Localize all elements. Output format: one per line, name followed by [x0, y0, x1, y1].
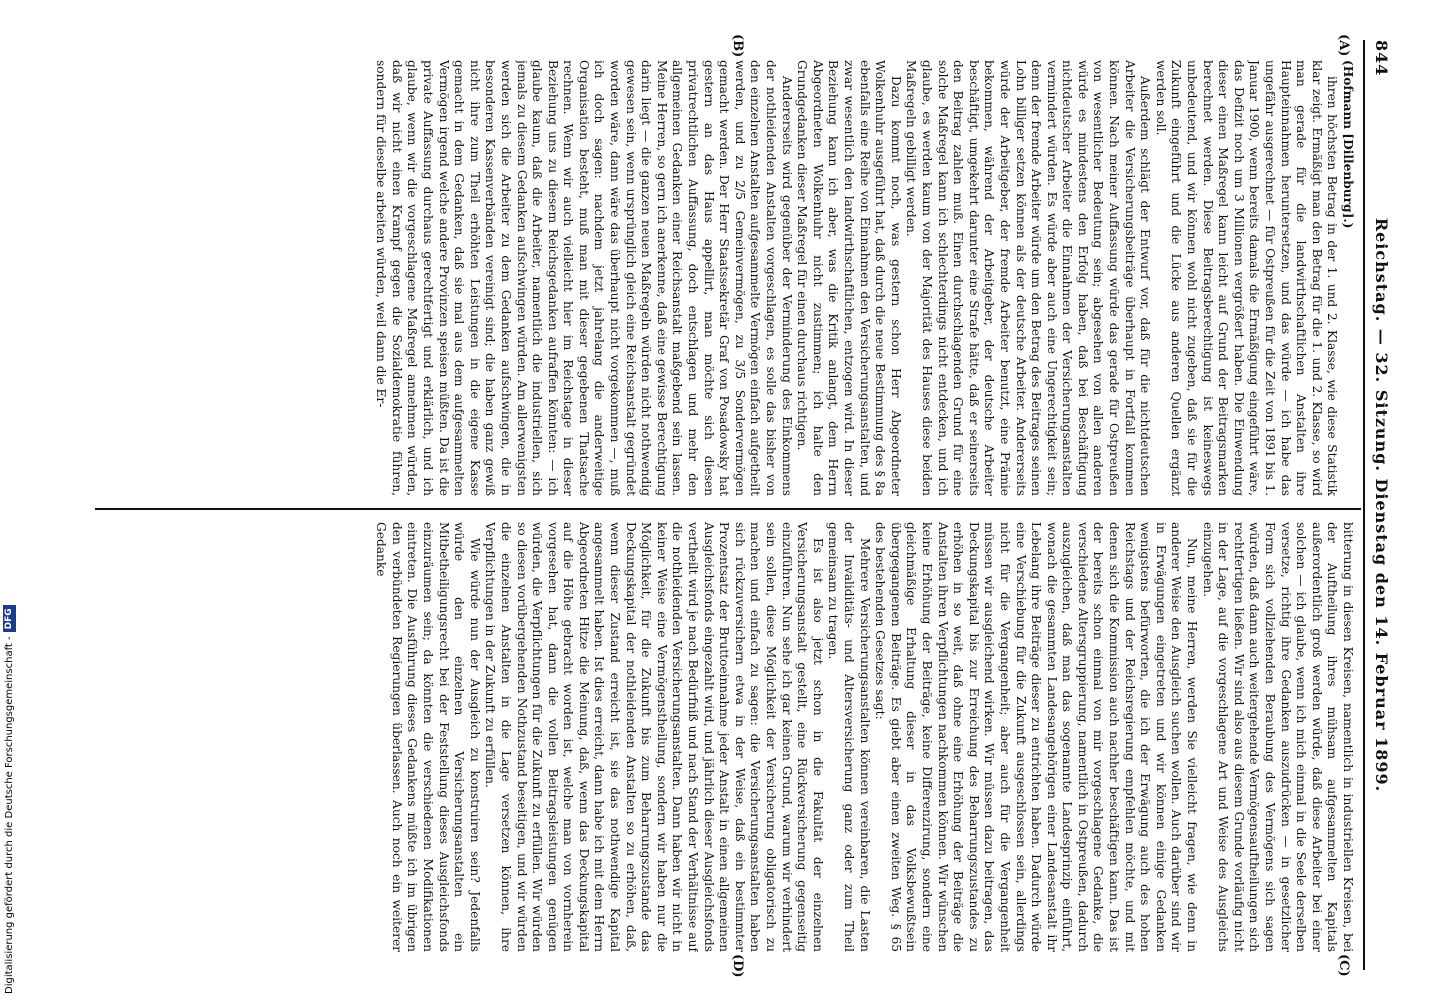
quotation: Mehrere Versicherungsanstalten können vereinbaren, die Lasten der Invaliditäts- und Altersversicherung ganz oder zum Theil gemeinsam zu tragen.: [826, 522, 872, 952]
margin-marker-c: (C): [1336, 954, 1351, 977]
paragraph: Nun, meine Herren, werden Sie vielleicht fragen, wie denn in anderer Weise den Ausgleich suchen wollen. Auch darüber sind wir in Erwägungen eingetreten und wir können einige Gedanken wenigstens befürworten, die ich der Erwägung auch des hohen Reichstags und der Reichsregierung empfehlen möchte, und mit denen sich die Kommission auch nachher beschäftigen kann. Das ist der bereits schon einmal von mir vorgeschlagene Gedanke, die verschiedene Altersgruppierung, namentlich in Ostpreußen, dadurch auszugleichen, daß man das sogenannte Landesprinzip einführt, wonach die gesammten Landesangehörigen einer Landesanstalt ihr Lebelang ihre Beiträge dieser zu entrichten haben. Dadurch würde eine Verschiebung für die Zukunft ausgeschlossen sein, allerdings nicht für die Vergangenheit; aber auch für die Vergangenheit müssen wir ausgleichend wirken. Wir müssen dazu beitragen, das Deckungskapital bis zur Erreichung des Beharrungszustandes zu erhöhen in so weit, daß ohne eine Erhöhung der Beiträge die Anstalten ihren Verpflichtungen nachkommen können. Wir wünschen keine Erhöhung der Beiträge, keine Differenzirung, sondern eine gleichmäßige Erhaltung dieser in das Volksbewußtsein übergegangenen Beiträge. Es giebt aber einen zweiten Weg. § 65 des bestehenden Gesetzes sagt:: [873, 522, 1200, 952]
margin-marker-a: (A): [1336, 34, 1351, 57]
left-column: [95, 60, 1355, 496]
page-header: [1369, 40, 1395, 970]
paragraph: Dazu kommt noch, was gestern schon Herr Abgeordneter Wolkenhuhr ausgeführt hat, daß durch die neue Bestimmung des § 8a ebenfalls eine Reihe von Einnahmen den Versicherungsanstalten, und zwar wesentlich den landwirthschaftlichen, entzogen wird. In dieser Beziehung kann ich aber, was die Kritik anlangt, dem Herrn Abgeordneten Wolkenhuhr nicht zustimmen; ich halte den Grundgedanken dieser Maßregel für einen durchaus richtigen.: [795, 60, 903, 496]
paragraph: Wie würde nun der Ausgleich zu konstruiren sein? Jedenfalls würde den einzelnen Versicherungsanstalten ein Mitbetheiligungsrecht bei der Feststellung dieses Ausgleichsfonds einzuräumen sein; da könnten die verschiedenen Modifikationen eintreten. Die Ausführung dieses Gedankens müßte ich im übrigen den verbündeten Regierungen überlassen. Auch noch ein weiterer Gedanke: [374, 522, 482, 952]
paragraph: Außerdem schlägt der Entwurf vor, daß für die nichtdeutschen Arbeiter die Versicherungsbeiträge überhaupt in Fortfall kommen können. Nach meiner Auffassung würde das gerade für Ostpreußen von wesentlicher Bedeutung sein; abgesehen von allen anderen würde es mindestens den Erfolg haben, daß bei Beschäftigung nichtdeutscher Arbeiter die Einnahmen der Versicherungsanstalten vermindert würden. Es würde aber auch eine Ungerechtigkeit sein; denn der fremde Arbeiter würde um den Betrag des Beitrages seinen Lohn billiger setzen können als der deutsche Arbeiter. Andererseits würde der Arbeitgeber, der fremde Arbeiter benutzt, eine Prämie bekommen, während der Arbeitgeber, der deutsche Arbeiter beschäftigt, umgekehrt darunter eine Strafe hätte, daß er seinerseits den Beitrag zahlen muß. Einen durchschlagenden Grund für eine solche Maßregel kann ich schlechterdings nicht entdecken, und ich glaube, es werden kaum von der Majorität des Hauses diese beiden Maßregeln gebilligt werden.: [904, 60, 1153, 496]
column-divider: [95, 508, 1361, 510]
header-rule: [1363, 40, 1365, 970]
dfg-logo: DFG: [3, 605, 16, 632]
speaker-label: (Hofmann [Dillenburg].): [1341, 60, 1355, 229]
paragraph: bitterung in diesen Kreisen, namentlich in industriellen Kreisen, bei der Auftheilung ihres mühsam aufgesammelten Kapitals außerordentlich groß werden würde, daß diese Arbeiter bei einer solchen — ich glaube, wenn ich mich einmal in die Seele derselben versetze, richtig ihre Gedanken auszudrücken — in gesetzlicher Form sich vollziehenden Beraubung des Vermögens sich sagen würden, daß dann auch weitergehende Vermögensauftheilungen sich rechtfertigen ließen. Wir sind also aus diesem Grunde vorläufig nicht in der Lage, auf die vorgeschlagene Art und Weise des Ausgleichs einzugehen.: [1200, 522, 1355, 952]
margin-marker-d: (D): [730, 954, 745, 978]
paragraph: Andererseits wird gegenüber der Verminderung des Einkommens der nothleidenden Anstalten vorgeschlagen, es solle das bisher von den einzelnen Anstalten aufgesammelte Vermögen einfach aufgetheilt werden, und zu 2/5 Gemeinvermögen, zu 3/5 Sondervermögen gemacht werden. Der Herr Staatssekretär Graf von Posadowsky hat gestern an das Haus appellirt, man möchte sich diesen privatrechtlichen Auffassung, doch entschlagen und mehr den allgemeinen Gedanken einer Reichsanstalt maßgebend sein lassen. Meine Herren, so gern ich anerkenne, daß eine gewisse Berechtigung darin liegt — die ganzen neuen Maßregeln würden nicht nothwendig gewesen sein, wenn ursprünglich gleich eine Reichsanstalt gegründet worden wäre, dann wäre das überhaupt nicht vorgekommen —, muß ich doch sagen: nachdem jetzt jahrelang die anderweitige Organisation besteht, muß man mit dieser gegebenen Thatsache rechnen. Wenn wir auch vielleicht hier im Reichstage in dieser Beziehung uns zu diesem Reichsgedanken aufraffen könnten: — ich glaube kaum, daß die Arbeiter, namentlich die industriellen, sich jemals zu diesem Gedanken aufschwingen würden. Am allerwenigsten werden sich die Arbeiter zu dem Gedanken aufschwingen, die in besonderen Kassenverbänden vereinigt sind; die haben ganz gewiß nicht ihre zum Theil erhöhten Leistungen in die eigene Kasse gemacht in dem Gedanken, daß sie mal aus dem aufgesammelten Vermögen irgend welche andere Provinzen speisen müßten. Da ist die private Auffassung durchaus gerechtfertigt und erklärlich, und ich glaube, wenn wir die vorgeschlagene Maßregel annehmen würden, daß wir nicht einen Krampf gegen die Sozialdemokratie führen, sondern für dieselbe arbeiten würden, weil dann die Er-: [374, 60, 794, 496]
paragraph: Es ist also jetzt schon in die Fakultät der einzelnen Versicherungsanstalt gestellt, eine Rückversicherung gegenseitig einzuführen. Nun sehe ich gar keinen Grund, warum wir verhindert sein sollen, diese Möglichkeit der Versicherung obligatorisch zu machen und einfach zu sagen: die Versicherungsanstalten haben sich rückzuversichern etwa in der Weise, daß ein bestimmter Prozentsatz der Bruttoeinnahme jeder Anstalt in einen allgemeinen Ausgleichsfonds eingezahlt wird, und jährlich dieser Ausgleichsfonds vertheilt wird je nach Bedürfniß und nach Stand der Verhältnisse auf die nothleidenden Versicherungsanstalten. Dann haben wir nicht in keiner Weise eine Vermögenstheilung, sondern wir haben nur die Möglichkeit, für die Zukunft bis zum Beharrungszustande das Deckungskapital der nothleidenden Anstalten so zu erhöhen, daß, wenn dieser Zustand erreicht ist, sie das nothwendige Kapital angesammelt haben. Ist dies erreicht, dann habe ich mit dem Herrn Abgeordneten Hitze die Meinung, daß, wenn das Deckungskapital auf die Höhe gebracht worden ist, welche man von vornherein vorgesehen hat, dann die vollen Beitragsleistungen genügen würden, die Verpflichtungen für die Zukunft zu erfüllen. Wir würden so diesen vorübergehenden Nothzustand beseitigen, und wir würden die einzelnen Anstalten in die Lage versetzen können, ihre Verpflichtungen in der Zukunft zu erfüllen.: [483, 522, 825, 952]
page-number: 844: [1372, 40, 1392, 77]
margin-marker-b: (B): [730, 34, 745, 58]
digitization-note: [2, 0, 18, 1000]
paragraph: ihren höchsten Betrag in der 1. und 2. Klasse, wie diese Statistik klar zeigt. Ermäßigt man den Betrag für die 1. und 2. Klasse, so wird man gerade für die landwirthschaftlichen Anstalten ihre Haupteinnahmen heruntersetzen, und das würde — ich habe das ungefähr ausgerechnet — für Ostpreußen für die Zeit von 1891 bis 1. Januar 1900, wenn bereits damals die Ermäßigung eingeführt wäre, das Defizit noch um 3 Millionen vergrößert haben. Die Einwendung dieser einen Maßregel kann leicht auf Grund der Beitragsmarken berechnet werden. Diese Beitragsberechtigung ist keineswegs unbedeutend, und wir können wohl nicht zugeben, daß sie für die Zukunft eingeführt und die Lücke aus anderen Quellen ergänzt werden soll.: [1153, 60, 1340, 496]
rotated-page: [95, 30, 1395, 980]
right-column: [95, 522, 1355, 952]
page-title: Reichstag. — 32. Sitzung. Dienstag den 14. Februar 1899.: [1372, 217, 1392, 793]
digitization-note-text: Digitalisierung gefördert durch die Deutsche Forschungsgemeinschaft -: [4, 636, 15, 994]
